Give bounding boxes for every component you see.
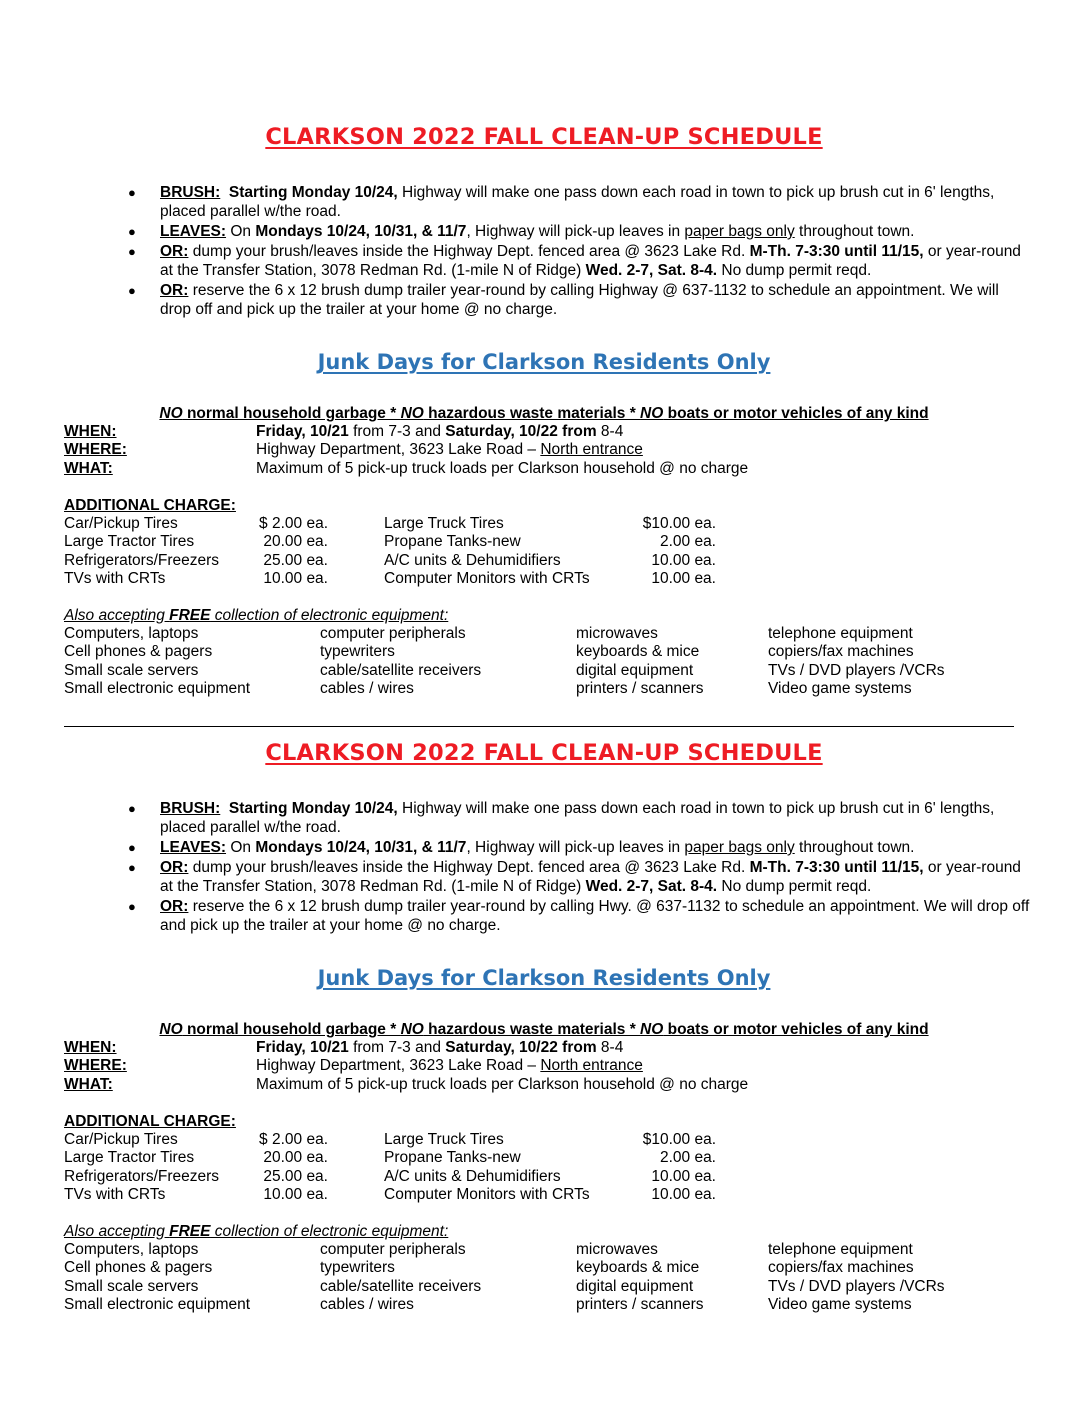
bullet-text: No dump permit reqd. [717, 878, 872, 895]
restriction-text: boats or motor vehicles of any kind [663, 405, 929, 422]
equipment-item: digital equipment [576, 1277, 694, 1295]
charge-price: 25.00 ea. [263, 1167, 328, 1185]
what-label: WHAT: [64, 460, 113, 477]
restriction-text: hazardous waste materials * [423, 1021, 641, 1038]
equipment-item: cables / wires [320, 1296, 414, 1314]
bullet-dot-icon: ● [128, 185, 136, 200]
equipment-item: telephone equipment [768, 625, 913, 642]
when-row [64, 423, 623, 441]
bullet-bold: Mondays 10/24, 10/31, & 11/7 [255, 223, 467, 240]
charge-item: Propane Tanks-new [384, 1149, 521, 1167]
bullet-text: On [226, 839, 256, 856]
bullet-bold: M-Th. 7-3:30 until 11/15, [749, 243, 924, 260]
charge-price: $10.00 ea. [642, 1131, 716, 1148]
charge-item: Refrigerators/Freezers [64, 1167, 220, 1185]
equipment-item: cable/satellite receivers [320, 1277, 482, 1295]
bullet-leaves [124, 222, 1034, 241]
bullet-dot-icon: ● [128, 801, 136, 816]
no-label: NO [159, 1021, 183, 1038]
equipment-item: keyboards & mice [576, 1259, 700, 1277]
charge-item: Large Truck Tires [384, 1131, 504, 1148]
equipment-item: copiers/fax machines [768, 643, 914, 661]
junk-restrictions [0, 405, 1088, 423]
bullet-brush [124, 799, 1034, 837]
free-text: collection of electronic equipment: [210, 1223, 449, 1240]
bullet-keyword: OR: [160, 859, 189, 876]
bullet-underline: paper bags only [684, 839, 795, 856]
bullet-bold: Wed. 2-7, Sat. 8-4. [585, 262, 718, 279]
equipment-item: typewriters [320, 1259, 395, 1277]
bullet-dump [124, 858, 1034, 896]
bullet-bold: Starting Monday 10/24, [228, 184, 398, 201]
what-row [64, 460, 748, 478]
where-row [64, 1057, 643, 1075]
additional-charge-label: ADDITIONAL CHARGE: [64, 497, 236, 514]
junk-days-title: Junk Days for Clarkson Residents Only [317, 350, 771, 374]
charge-price: $ 2.00 ea. [259, 515, 328, 532]
bullet-text: reserve the 6 x 12 brush dump trailer year-round by calling Highway @ 637-1132 to schedule an appointment. We will drop off and pick up the trailer at your home @ no charge. [160, 282, 999, 318]
charge-price: 10.00 ea. [651, 570, 716, 588]
equipment-item: printers / scanners [576, 680, 704, 698]
equipment-item: TVs / DVD players /VCRs [768, 1277, 945, 1295]
equipment-item: cable/satellite receivers [320, 661, 482, 679]
bullet-text: , Highway will pick-up leaves in [466, 223, 685, 240]
charge-item: Large Truck Tires [384, 515, 504, 532]
bullet-underline: paper bags only [684, 223, 795, 240]
bullet-dot-icon: ● [128, 224, 136, 239]
equipment-item: computer peripherals [320, 625, 466, 642]
charge-item: Computer Monitors with CRTs [384, 1186, 590, 1204]
when-label: WHEN: [64, 1039, 117, 1056]
restriction-text: normal household garbage * [182, 1021, 401, 1038]
equipment-item: typewriters [320, 643, 395, 661]
equipment-item: printers / scanners [576, 1296, 704, 1314]
free-bold: FREE [169, 607, 211, 624]
when-bold: Friday, 10/21 [256, 423, 349, 440]
bullet-text: dump your brush/leaves inside the Highway Dept. fenced area @ 3623 Lake Rd. [188, 859, 750, 876]
what-text: Maximum of 5 pick-up truck loads per Clarkson household @ no charge [256, 460, 749, 477]
when-bold: Friday, 10/21 [256, 1039, 349, 1056]
restriction-text: boats or motor vehicles of any kind [663, 1021, 929, 1038]
equipment-item: telephone equipment [768, 1241, 913, 1258]
what-text: Maximum of 5 pick-up truck loads per Clarkson household @ no charge [256, 1076, 749, 1093]
what-label: WHAT: [64, 1076, 113, 1093]
bullet-dot-icon: ● [128, 840, 136, 855]
equipment-item: Small scale servers [64, 661, 199, 679]
equipment-item: microwaves [576, 625, 658, 642]
bullet-text: Highway will make one pass down each road in town to pick up brush cut in 6' lengths, placed parallel w/the road. [160, 800, 995, 836]
schedule-title: CLARKSON 2022 FALL CLEAN-UP SCHEDULE [265, 740, 823, 766]
bullet-keyword: OR: [160, 898, 189, 915]
bullet-bold: Mondays 10/24, 10/31, & 11/7 [255, 839, 467, 856]
charge-item: Propane Tanks-new [384, 533, 521, 551]
bullet-brush [124, 183, 1034, 221]
where-entrance: North entrance [540, 441, 643, 458]
when-row [64, 1039, 623, 1057]
where-label: WHERE: [64, 1057, 127, 1074]
equipment-item: Computers, laptops [64, 1241, 199, 1258]
what-row [64, 1076, 748, 1094]
bullet-text: or year-round at the Transfer Station, 3078 Redman Rd. (1-mile N of Ridge) [160, 243, 1021, 279]
free-collection-label [64, 1223, 448, 1241]
free-text: collection of electronic equipment: [210, 607, 449, 624]
bullet-trailer [124, 281, 1034, 319]
charge-price: $ 2.00 ea. [259, 1131, 328, 1148]
bullet-text: reserve the 6 x 12 brush dump trailer year-round by calling Hwy. @ 637-1132 to schedule an appointment. We will drop off and pick up the trailer at your home @ no charge. [160, 898, 1030, 934]
charge-price: 10.00 ea. [651, 1167, 716, 1185]
equipment-item: Cell phones & pagers [64, 643, 213, 661]
charge-price: 20.00 ea. [263, 533, 328, 551]
bullet-bold: Wed. 2-7, Sat. 8-4. [585, 878, 718, 895]
equipment-item: Small electronic equipment [64, 680, 251, 698]
free-collection-label [64, 607, 448, 625]
bullet-text: dump your brush/leaves inside the Highway Dept. fenced area @ 3623 Lake Rd. [188, 243, 750, 260]
bullet-text: No dump permit reqd. [717, 262, 872, 279]
no-label: NO [640, 1021, 664, 1038]
bullet-text: or year-round at the Transfer Station, 3078 Redman Rd. (1-mile N of Ridge) [160, 859, 1021, 895]
charge-price: 10.00 ea. [651, 551, 716, 569]
charge-item: Car/Pickup Tires [64, 515, 178, 532]
charge-item: Large Tractor Tires [64, 1149, 195, 1167]
bullet-keyword: BRUSH: [160, 800, 221, 817]
bullet-keyword: LEAVES: [160, 223, 227, 240]
equipment-item: digital equipment [576, 661, 694, 679]
charge-item: TVs with CRTs [64, 570, 166, 588]
when-text: 8-4 [596, 423, 624, 440]
bullet-leaves [124, 838, 1034, 857]
equipment-item: Small electronic equipment [64, 1296, 251, 1314]
when-label: WHEN: [64, 423, 117, 440]
equipment-item: Computers, laptops [64, 625, 199, 642]
no-label: NO [400, 1021, 424, 1038]
bullet-keyword: BRUSH: [160, 184, 221, 201]
bullet-text: On [226, 223, 256, 240]
bullet-bold: Starting Monday 10/24, [228, 800, 398, 817]
bullet-dot-icon: ● [128, 899, 136, 914]
bullet-text: Highway will make one pass down each road in town to pick up brush cut in 6' lengths, placed parallel w/the road. [160, 184, 995, 220]
no-label: NO [400, 405, 424, 422]
charge-item: A/C units & Dehumidifiers [384, 1167, 561, 1185]
bullet-bold: M-Th. 7-3:30 until 11/15, [749, 859, 924, 876]
cut-line-divider [64, 726, 1014, 727]
bullet-dot-icon: ● [128, 283, 136, 298]
bullet-text: throughout town. [794, 223, 915, 240]
schedule-bullets [124, 183, 1034, 320]
equipment-item: copiers/fax machines [768, 1259, 914, 1277]
bullet-trailer [124, 897, 1034, 935]
equipment-item: Video game systems [768, 1296, 912, 1314]
bullet-dot-icon: ● [128, 244, 136, 259]
equipment-item: computer peripherals [320, 1241, 466, 1258]
bullet-keyword: OR: [160, 243, 189, 260]
junk-days-title: Junk Days for Clarkson Residents Only [317, 966, 771, 990]
junk-restrictions [0, 1021, 1088, 1039]
restriction-text: normal household garbage * [182, 405, 401, 422]
charge-item: Car/Pickup Tires [64, 1131, 178, 1148]
charge-price: $10.00 ea. [642, 515, 716, 532]
when-text: 8-4 [596, 1039, 624, 1056]
charge-price: 2.00 ea. [659, 1149, 716, 1167]
schedule-bullets [124, 799, 1034, 936]
bullet-dot-icon: ● [128, 860, 136, 875]
where-text: Highway Department, 3623 Lake Road – [256, 1057, 541, 1074]
additional-charge-label: ADDITIONAL CHARGE: [64, 1113, 236, 1130]
when-bold: Saturday, 10/22 from [445, 423, 597, 440]
equipment-item: keyboards & mice [576, 643, 700, 661]
where-label: WHERE: [64, 441, 127, 458]
when-text: from 7-3 and [348, 423, 446, 440]
charge-item: A/C units & Dehumidifiers [384, 551, 561, 569]
bullet-keyword: LEAVES: [160, 839, 227, 856]
equipment-item: microwaves [576, 1241, 658, 1258]
equipment-item: Small scale servers [64, 1277, 199, 1295]
equipment-item: Cell phones & pagers [64, 1259, 213, 1277]
charge-price: 10.00 ea. [651, 1186, 716, 1204]
charge-price: 10.00 ea. [263, 570, 328, 588]
free-bold: FREE [169, 1223, 211, 1240]
equipment-item: TVs / DVD players /VCRs [768, 661, 945, 679]
bullet-keyword: OR: [160, 282, 189, 299]
charge-price: 2.00 ea. [659, 533, 716, 551]
equipment-item: Video game systems [768, 680, 912, 698]
charge-item: Refrigerators/Freezers [64, 551, 220, 569]
charge-price: 25.00 ea. [263, 551, 328, 569]
charge-price: 20.00 ea. [263, 1149, 328, 1167]
bullet-text: throughout town. [794, 839, 915, 856]
when-bold: Saturday, 10/22 from [445, 1039, 597, 1056]
bullet-dump [124, 242, 1034, 280]
no-label: NO [640, 405, 664, 422]
schedule-title: CLARKSON 2022 FALL CLEAN-UP SCHEDULE [265, 124, 823, 150]
where-text: Highway Department, 3623 Lake Road – [256, 441, 541, 458]
bullet-text: , Highway will pick-up leaves in [466, 839, 685, 856]
charge-item: TVs with CRTs [64, 1186, 166, 1204]
charge-item: Large Tractor Tires [64, 533, 195, 551]
charge-item: Computer Monitors with CRTs [384, 570, 590, 588]
equipment-item: cables / wires [320, 680, 414, 698]
free-text: Also accepting [64, 607, 170, 624]
free-text: Also accepting [64, 1223, 170, 1240]
where-entrance: North entrance [540, 1057, 643, 1074]
where-row [64, 441, 643, 459]
restriction-text: hazardous waste materials * [423, 405, 641, 422]
no-label: NO [159, 405, 183, 422]
charge-price: 10.00 ea. [263, 1186, 328, 1204]
when-text: from 7-3 and [348, 1039, 446, 1056]
